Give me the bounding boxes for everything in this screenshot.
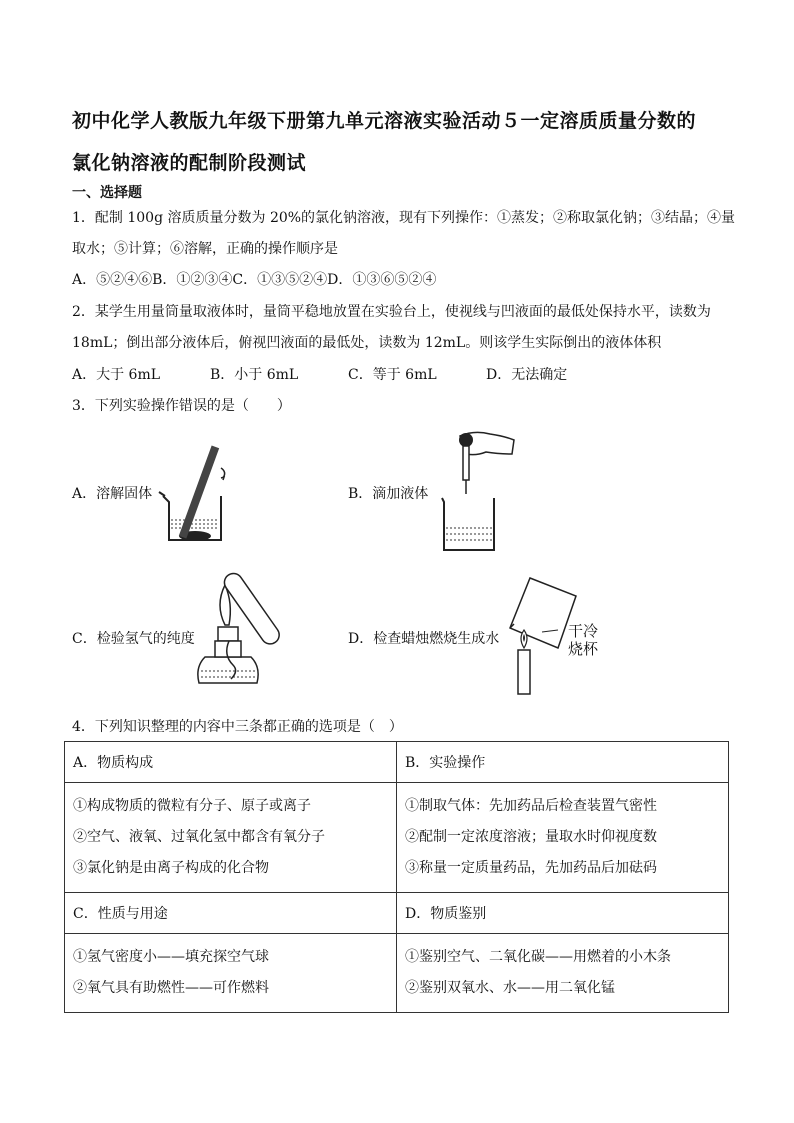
table-header-row-1 (65, 742, 729, 783)
cell-c-item-2: ②氧气具有助燃性——可作燃料 (73, 980, 269, 996)
table-cell-b (397, 783, 729, 893)
table-header-row-2 (65, 893, 729, 934)
q2-option-b: B．小于 6mL (210, 367, 299, 383)
cold-beaker-label-line-2: 烧杯 (568, 640, 599, 658)
q1-stem-line-1: 1．配制 100g 溶质质量分数为 20%的氯化钠溶液，现有下列操作：①蒸发；②称取氯化钠；③结晶；④量 (72, 210, 736, 226)
cell-d-item-1: ①鉴别空气、二氧化碳——用燃着的小木条 (405, 949, 671, 965)
dropper-figure (440, 428, 520, 556)
alcohol-lamp-test-tube-figure (195, 575, 305, 700)
q2-stem-line-1: 2．某学生用量筒量取液体时，量筒平稳地放置在实验台上，使视线与凹液面的最低处保持水平，读数为 (72, 304, 711, 320)
table-row-2 (65, 934, 729, 1013)
q2-option-d: D．无法确定 (486, 367, 568, 383)
cell-a-item-2: ②空气、液氧、过氧化氢中都含有氧分子 (73, 829, 325, 845)
cell-a-item-1: ①构成物质的微粒有分子、原子或离子 (73, 798, 311, 814)
table-cell-d (397, 934, 729, 1013)
table-cell-a (65, 783, 397, 893)
knowledge-table (64, 741, 729, 1013)
section-heading: 一、选择题 (72, 185, 142, 201)
q3-option-d: D．检查蜡烛燃烧生成水 (348, 631, 500, 647)
document-title-line-1: 初中化学人教版九年级下册第九单元溶液实验活动５一定溶质质量分数的 (72, 110, 697, 132)
cell-c-item-1: ①氢气密度小——填充探空气球 (73, 949, 269, 965)
q2-option-c: C．等于 6mL (348, 367, 437, 383)
q3-stem: 3．下列实验操作错误的是（ ） (72, 398, 291, 414)
q3-option-a: A．溶解固体 (72, 486, 153, 502)
table-header-d: D．物质鉴别 (397, 893, 729, 934)
cell-d-item-2: ②鉴别双氧水、水——用二氧化锰 (405, 980, 615, 996)
q1-options: A．⑤②④⑥B．①②③④C．①③⑤②④D．①③⑥⑤②④ (72, 272, 437, 288)
cell-b-item-2: ②配制一定浓度溶液；量取水时仰视度数 (405, 829, 657, 845)
cell-a-item-3: ③氯化钠是由离子构成的化合物 (73, 860, 269, 876)
table-header-c: C．性质与用途 (65, 893, 397, 934)
table-header-a: A．物质构成 (65, 742, 397, 783)
cell-b-item-3: ③称量一定质量药品，先加药品后加砝码 (405, 860, 657, 876)
table-row-1 (65, 783, 729, 893)
q3-option-b: B．滴加液体 (348, 486, 429, 502)
cold-beaker-label-line-1: 干冷 (568, 622, 599, 640)
q4-stem: 4．下列知识整理的内容中三条都正确的选项是（ ） (72, 719, 403, 735)
table-cell-c (65, 934, 397, 1013)
dissolve-solid-figure (155, 440, 245, 545)
document-title-line-2: 氯化钠溶液的配制阶段测试 (72, 152, 307, 174)
q2-option-a: A．大于 6mL (72, 367, 161, 383)
table-header-b: B．实验操作 (397, 742, 729, 783)
q3-option-c: C．检验氢气的纯度 (72, 631, 195, 647)
q1-stem-line-2: 取水；⑤计算；⑥溶解，正确的操作顺序是 (72, 241, 338, 257)
q2-stem-line-2: 18mL；倒出部分液体后，俯视凹液面的最低处，读数为 12mL。则该学生实际倒出的液体体积 (72, 335, 662, 351)
cell-b-item-1: ①制取气体：先加药品后检查装置气密性 (405, 798, 657, 814)
